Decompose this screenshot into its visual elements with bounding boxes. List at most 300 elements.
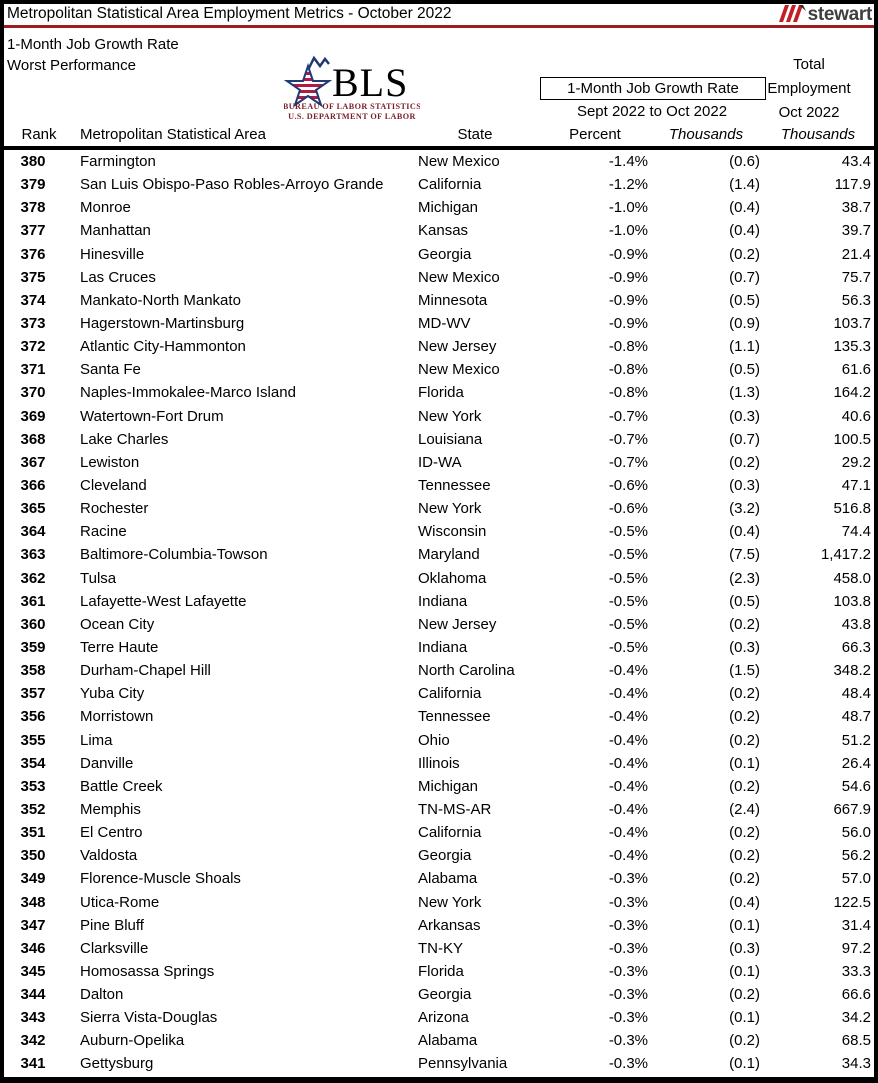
percent-cell: -0.3%	[608, 986, 648, 1004]
rank-cell: 363	[20, 546, 46, 564]
state-cell: California	[418, 176, 482, 194]
table-row	[4, 428, 874, 451]
percent-cell: -0.3%	[608, 893, 648, 911]
state-cell: Georgia	[418, 245, 472, 263]
total-employment-cell: 66.3	[841, 638, 871, 656]
table-row	[4, 266, 874, 289]
msa-cell: Clarksville	[80, 939, 149, 957]
table-row	[4, 613, 874, 636]
percent-cell: -1.2%	[608, 176, 648, 194]
total-employment-cell: 1,417.2	[820, 546, 871, 564]
change-thousands-cell: (0.3)	[729, 476, 760, 494]
bls-star-icon	[287, 58, 329, 105]
percent-cell: -0.3%	[608, 1032, 648, 1050]
table-row	[4, 983, 874, 1006]
stewart-wordmark: stewart	[807, 4, 872, 25]
msa-cell: Dalton	[80, 986, 124, 1004]
table-row	[4, 891, 874, 914]
bls-caption1-svg: BUREAU OF LABOR STATISTICS	[284, 102, 420, 111]
percent-cell: -1.0%	[608, 199, 648, 217]
table-row	[4, 497, 874, 520]
table-row	[4, 474, 874, 497]
msa-cell: Sierra Vista-Douglas	[80, 1009, 218, 1027]
total-employment-cell: 43.8	[841, 615, 871, 633]
total-header-line2: Employment	[767, 80, 851, 97]
total-employment-cell: 348.2	[833, 662, 871, 680]
state-cell: Ohio	[418, 731, 450, 749]
percent-cell: -0.4%	[608, 662, 648, 680]
change-thousands-cell: (0.4)	[729, 893, 760, 911]
total-employment-cell: 51.2	[841, 731, 871, 749]
total-employment-cell: 31.4	[841, 916, 871, 934]
msa-cell: Tulsa	[80, 569, 117, 587]
percent-cell: -0.4%	[608, 685, 648, 703]
state-cell: Wisconsin	[418, 523, 487, 541]
percent-cell: -0.5%	[608, 546, 648, 564]
column-header-rank: Rank	[21, 126, 57, 143]
growth-rate-group-header: 1-Month Job Growth Rate	[540, 77, 766, 100]
table-row	[4, 705, 874, 728]
msa-cell: Racine	[80, 523, 127, 541]
rank-cell: 378	[20, 199, 46, 217]
rank-cell: 343	[20, 1009, 46, 1027]
column-header-state: State	[457, 126, 493, 143]
rank-cell: 358	[20, 662, 46, 680]
change-thousands-cell: (0.1)	[729, 1009, 760, 1027]
percent-cell: -0.5%	[608, 569, 648, 587]
total-employment-cell: 33.3	[841, 962, 871, 980]
change-thousands-cell: (0.2)	[729, 824, 760, 842]
total-employment-cell: 34.2	[841, 1009, 871, 1027]
total-employment-cell: 21.4	[841, 245, 871, 263]
state-cell: Michigan	[418, 777, 479, 795]
rank-cell: 374	[20, 291, 46, 309]
rank-cell: 344	[20, 986, 46, 1004]
change-thousands-cell: (0.3)	[729, 939, 760, 957]
msa-cell: Las Cruces	[80, 268, 156, 286]
msa-cell: Lewiston	[80, 453, 140, 471]
rank-cell: 357	[20, 685, 46, 703]
change-thousands-cell: (0.2)	[729, 453, 760, 471]
change-thousands-cell: (0.4)	[729, 523, 760, 541]
state-cell: Arizona	[418, 1009, 469, 1027]
msa-cell: San Luis Obispo-Paso Robles-Arroyo Grande	[80, 176, 384, 194]
subtitle-line1: 1-Month Job Growth Rate	[7, 36, 179, 53]
msa-cell: Terre Haute	[80, 638, 159, 656]
total-employment-cell: 75.7	[841, 268, 871, 286]
msa-cell: Watertown-Fort Drum	[80, 407, 224, 425]
percent-cell: -1.0%	[608, 222, 648, 240]
change-thousands-cell: (1.3)	[729, 384, 760, 402]
percent-cell: -0.7%	[608, 430, 648, 448]
total-employment-cell: 43.4	[841, 153, 871, 170]
rank-cell: 366	[20, 476, 46, 494]
msa-cell: El Centro	[80, 824, 143, 842]
percent-cell: -0.9%	[608, 268, 648, 286]
state-cell: Tennessee	[418, 708, 491, 726]
msa-cell: Morristown	[80, 708, 154, 726]
total-employment-cell: 164.2	[833, 384, 871, 402]
table-row	[4, 937, 874, 960]
msa-cell: Lafayette-West Lafayette	[80, 592, 247, 610]
table-row	[4, 1029, 874, 1052]
total-employment-cell: 47.1	[841, 476, 871, 494]
rank-cell: 346	[20, 939, 46, 957]
msa-cell: Santa Fe	[80, 361, 141, 379]
total-employment-cell: 74.4	[841, 523, 871, 541]
percent-cell: -0.5%	[608, 523, 648, 541]
total-employment-cell: 29.2	[841, 453, 871, 471]
state-cell: TN-MS-AR	[418, 800, 492, 818]
table-row	[4, 358, 874, 381]
table-row	[4, 219, 874, 242]
change-thousands-cell: (1.5)	[729, 662, 760, 680]
total-employment-cell: 97.2	[841, 939, 871, 957]
table-row	[4, 196, 874, 219]
rank-cell: 371	[20, 361, 46, 379]
rank-cell: 375	[20, 268, 46, 286]
state-cell: ID-WA	[418, 453, 462, 471]
total-employment-cell: 56.0	[841, 824, 871, 842]
msa-cell: Hagerstown-Martinsburg	[80, 314, 245, 332]
change-thousands-cell: (0.2)	[729, 245, 760, 263]
change-thousands-cell: (0.2)	[729, 847, 760, 865]
state-cell: Indiana	[418, 638, 468, 656]
state-cell: Maryland	[418, 546, 480, 564]
total-employment-cell: 61.6	[841, 361, 871, 379]
change-thousands-cell: (0.5)	[729, 361, 760, 379]
change-thousands-cell: (0.5)	[729, 291, 760, 309]
rank-cell: 349	[20, 870, 46, 888]
table-row	[4, 590, 874, 613]
percent-cell: -0.5%	[608, 615, 648, 633]
state-cell: New Mexico	[418, 361, 500, 379]
rank-cell: 364	[20, 523, 46, 541]
msa-cell: Lima	[80, 731, 113, 749]
state-cell: New York	[418, 407, 482, 425]
change-thousands-cell: (0.2)	[729, 870, 760, 888]
table-row	[4, 173, 874, 196]
table-row	[4, 543, 874, 566]
rank-cell: 361	[20, 592, 46, 610]
total-employment-cell: 66.6	[841, 986, 871, 1004]
percent-cell: -0.9%	[608, 291, 648, 309]
total-employment-cell: 103.7	[833, 314, 871, 332]
state-cell: Louisiana	[418, 430, 483, 448]
state-cell: North Carolina	[418, 662, 515, 680]
msa-cell: Mankato-North Mankato	[80, 291, 241, 309]
table-row	[4, 150, 874, 173]
total-employment-cell: 48.4	[841, 685, 871, 703]
table-row	[4, 636, 874, 659]
table-row	[4, 243, 874, 266]
change-thousands-cell: (0.9)	[729, 314, 760, 332]
total-employment-cell: 39.7	[841, 222, 871, 240]
change-thousands-cell: (0.2)	[729, 777, 760, 795]
rank-cell: 342	[20, 1032, 46, 1050]
column-header-thousands: Thousands	[668, 126, 744, 143]
change-thousands-cell: (0.1)	[729, 916, 760, 934]
state-cell: Florida	[418, 384, 464, 402]
state-cell: Georgia	[418, 986, 472, 1004]
state-cell: MD-WV	[418, 314, 471, 332]
total-employment-cell: 122.5	[833, 893, 871, 911]
change-thousands-cell: (0.2)	[729, 1032, 760, 1050]
msa-cell: Hinesville	[80, 245, 145, 263]
percent-cell: -0.3%	[608, 962, 648, 980]
state-cell: California	[418, 824, 482, 842]
total-employment-cell: 103.8	[833, 592, 871, 610]
total-employment-cell: 458.0	[833, 569, 871, 587]
table-row	[4, 335, 874, 358]
state-cell: Arkansas	[418, 916, 481, 934]
rank-cell: 369	[20, 407, 46, 425]
table-row	[4, 312, 874, 335]
total-employment-cell: 56.2	[841, 847, 871, 865]
percent-cell: -0.4%	[608, 800, 648, 818]
state-cell: Florida	[418, 962, 464, 980]
change-thousands-cell: (0.1)	[729, 1055, 760, 1073]
state-cell: Oklahoma	[418, 569, 487, 587]
table-row	[4, 1006, 874, 1029]
total-employment-cell: 667.9	[833, 800, 871, 818]
msa-cell: Naples-Immokalee-Marco Island	[80, 384, 296, 402]
growth-rate-group-subheader: Sept 2022 to Oct 2022	[576, 103, 728, 120]
table-row	[4, 289, 874, 312]
percent-cell: -0.3%	[608, 1055, 648, 1073]
total-header-line3: Oct 2022	[778, 104, 840, 121]
change-thousands-cell: (0.2)	[729, 685, 760, 703]
table-row	[4, 451, 874, 474]
total-employment-cell: 40.6	[841, 407, 871, 425]
rank-cell: 380	[20, 153, 46, 170]
msa-cell: Monroe	[80, 199, 131, 217]
msa-cell: Florence-Muscle Shoals	[80, 870, 241, 888]
total-employment-cell: 135.3	[833, 338, 871, 356]
state-cell: Kansas	[418, 222, 469, 240]
state-cell: New York	[418, 893, 482, 911]
change-thousands-cell: (0.2)	[729, 615, 760, 633]
rank-cell: 350	[20, 847, 46, 865]
change-thousands-cell: (7.5)	[729, 546, 760, 564]
change-thousands-cell: (0.7)	[729, 430, 760, 448]
rank-cell: 376	[20, 245, 46, 263]
msa-cell: Auburn-Opelika	[80, 1032, 185, 1050]
rank-cell: 377	[20, 222, 46, 240]
state-cell: Pennsylvania	[418, 1055, 508, 1073]
table-row	[4, 821, 874, 844]
msa-cell: Rochester	[80, 500, 149, 518]
state-cell: New Jersey	[418, 338, 497, 356]
msa-cell: Cleveland	[80, 476, 147, 494]
msa-cell: Homosassa Springs	[80, 962, 215, 980]
percent-cell: -0.4%	[608, 824, 648, 842]
table-row	[4, 405, 874, 428]
change-thousands-cell: (0.1)	[729, 962, 760, 980]
state-cell: TN-KY	[418, 939, 463, 957]
change-thousands-cell: (3.2)	[729, 500, 760, 518]
change-thousands-cell: (0.7)	[729, 268, 760, 286]
msa-cell: Farmington	[80, 153, 156, 170]
percent-cell: -0.3%	[608, 916, 648, 934]
title-bar	[4, 4, 874, 28]
table-row	[4, 1052, 874, 1075]
change-thousands-cell: (0.1)	[729, 754, 760, 772]
total-header-line1: Total	[793, 56, 825, 73]
column-header-total-thousands: Thousands	[780, 126, 856, 143]
percent-cell: -0.4%	[608, 731, 648, 749]
rank-cell: 367	[20, 453, 46, 471]
rank-cell: 360	[20, 615, 46, 633]
column-header-percent: Percent	[569, 126, 621, 143]
change-thousands-cell: (0.2)	[729, 986, 760, 1004]
total-employment-cell: 68.5	[841, 1032, 871, 1050]
total-employment-cell: 38.7	[841, 199, 871, 217]
percent-cell: -0.7%	[608, 453, 648, 471]
total-employment-cell: 54.6	[841, 777, 871, 795]
percent-cell: -0.6%	[608, 476, 648, 494]
msa-cell: Ocean City	[80, 615, 155, 633]
percent-cell: -0.9%	[608, 314, 648, 332]
rank-cell: 372	[20, 338, 46, 356]
percent-cell: -0.8%	[608, 384, 648, 402]
percent-cell: -0.4%	[608, 777, 648, 795]
msa-cell: Yuba City	[80, 685, 145, 703]
bls-logo	[284, 54, 420, 124]
rank-cell: 370	[20, 384, 46, 402]
subtitle-line2: Worst Performance	[7, 57, 136, 74]
change-thousands-cell: (0.4)	[729, 199, 760, 217]
percent-cell: -0.3%	[608, 870, 648, 888]
table-row	[4, 659, 874, 682]
state-cell: Michigan	[418, 199, 479, 217]
change-thousands-cell: (0.3)	[729, 638, 760, 656]
msa-cell: Danville	[80, 754, 134, 772]
rank-cell: 351	[20, 824, 46, 842]
percent-cell: -0.4%	[608, 847, 648, 865]
total-employment-cell: 516.8	[833, 500, 871, 518]
rank-cell: 353	[20, 777, 46, 795]
table-row	[4, 844, 874, 867]
msa-cell: Valdosta	[80, 847, 138, 865]
msa-cell: Baltimore-Columbia-Towson	[80, 546, 268, 564]
percent-cell: -0.6%	[608, 500, 648, 518]
change-thousands-cell: (1.1)	[729, 338, 760, 356]
msa-cell: Memphis	[80, 800, 141, 818]
state-cell: Georgia	[418, 847, 472, 865]
state-cell: Tennessee	[418, 476, 491, 494]
total-employment-cell: 34.3	[841, 1055, 871, 1073]
rank-cell: 341	[20, 1055, 46, 1073]
rank-cell: 365	[20, 500, 46, 518]
percent-cell: -0.5%	[608, 592, 648, 610]
change-thousands-cell: (1.4)	[729, 176, 760, 194]
msa-cell: Pine Bluff	[80, 916, 144, 934]
percent-cell: -0.8%	[608, 338, 648, 356]
rank-cell: 362	[20, 569, 46, 587]
table-row	[4, 775, 874, 798]
percent-cell: -0.4%	[608, 708, 648, 726]
svg-text:BLS: BLS	[332, 60, 409, 105]
page-title: Metropolitan Statistical Area Employment Metrics - October 2022	[7, 5, 452, 22]
report-content	[4, 4, 874, 1077]
table-row	[4, 798, 874, 821]
msa-cell: Manhattan	[80, 222, 151, 240]
total-employment-cell: 56.3	[841, 291, 871, 309]
state-cell: Minnesota	[418, 291, 488, 309]
change-thousands-cell: (0.3)	[729, 407, 760, 425]
rank-cell: 359	[20, 638, 46, 656]
change-thousands-cell: (0.4)	[729, 222, 760, 240]
column-header-msa: Metropolitan Statistical Area	[80, 126, 266, 143]
total-employment-cell: 57.0	[841, 870, 871, 888]
rank-cell: 348	[20, 893, 46, 911]
percent-cell: -0.3%	[608, 939, 648, 957]
change-thousands-cell: (2.3)	[729, 569, 760, 587]
table-row	[4, 960, 874, 983]
msa-cell: Atlantic City-Hammonton	[80, 338, 246, 356]
change-thousands-cell: (0.2)	[729, 708, 760, 726]
change-thousands-cell: (0.2)	[729, 731, 760, 749]
rank-cell: 355	[20, 731, 46, 749]
state-cell: Alabama	[418, 1032, 478, 1050]
msa-cell: Durham-Chapel Hill	[80, 662, 211, 680]
state-cell: Alabama	[418, 870, 478, 888]
percent-cell: -0.5%	[608, 638, 648, 656]
table-row	[4, 752, 874, 775]
stewart-slashes-icon	[779, 3, 806, 27]
msa-cell: Gettysburg	[80, 1055, 154, 1073]
rank-cell: 379	[20, 176, 46, 194]
table-row	[4, 682, 874, 705]
percent-cell: -0.3%	[608, 1009, 648, 1027]
state-cell: New Mexico	[418, 153, 500, 170]
rank-cell: 354	[20, 754, 46, 772]
table-row	[4, 381, 874, 404]
rank-cell: 373	[20, 314, 46, 332]
msa-cell: Lake Charles	[80, 430, 169, 448]
percent-cell: -0.8%	[608, 361, 648, 379]
percent-cell: -0.9%	[608, 245, 648, 263]
state-cell: New Jersey	[418, 615, 497, 633]
change-thousands-cell: (0.5)	[729, 592, 760, 610]
rank-cell: 352	[20, 800, 46, 818]
total-employment-cell: 26.4	[841, 754, 871, 772]
total-employment-cell: 100.5	[833, 430, 871, 448]
total-employment-cell: 48.7	[841, 708, 871, 726]
percent-cell: -1.4%	[608, 153, 648, 170]
table-row	[4, 867, 874, 890]
percent-cell: -0.4%	[608, 754, 648, 772]
rank-cell: 345	[20, 962, 46, 980]
table-row	[4, 520, 874, 543]
percent-cell: -0.7%	[608, 407, 648, 425]
stewart-logo	[779, 5, 872, 24]
table-row	[4, 729, 874, 752]
state-cell: New Mexico	[418, 268, 500, 286]
total-employment-cell: 117.9	[834, 176, 871, 194]
change-thousands-cell: (2.4)	[729, 800, 760, 818]
rank-cell: 368	[20, 430, 46, 448]
table-row	[4, 567, 874, 590]
msa-cell: Utica-Rome	[80, 893, 160, 911]
state-cell: California	[418, 685, 482, 703]
state-cell: Illinois	[418, 754, 460, 772]
change-thousands-cell: (0.6)	[729, 153, 760, 170]
table-body	[4, 150, 874, 1076]
bls-caption2-svg: U.S. DEPARTMENT OF LABOR	[288, 112, 416, 121]
rank-cell: 347	[20, 916, 46, 934]
